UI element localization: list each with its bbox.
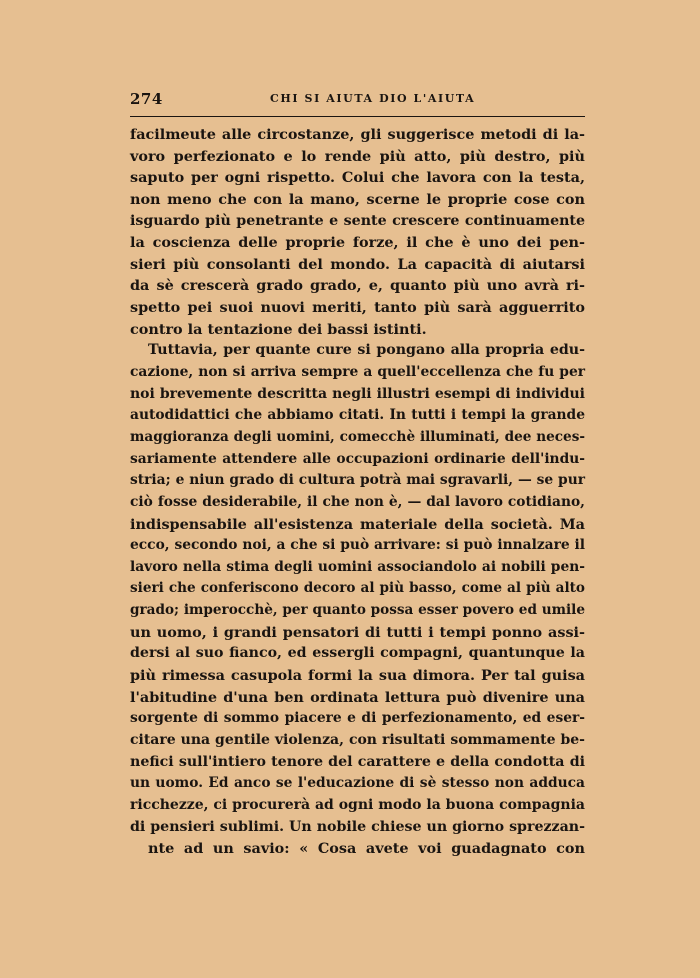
text-line: grado; imperocchè, per quanto possa esser povero ed umile [130,602,585,619]
text-line: saputo per ogni rispetto. Colui che lavora con la testa, [130,169,585,187]
text-line: non meno che con la mano, scerne le proprie cose con [130,190,585,208]
text-line: di pensieri sublimi. Un nobile chiese un giorno sprezzan- [130,818,585,835]
text-line: stria; e niun grado di cultura potrà mai sgravarli, — se pur [130,472,585,489]
text-line: sieri più consolanti del mondo. La capacità di aiutarsi [130,255,585,273]
text-line: autodidattici che abbiamo citati. In tutti i tempi la grande [130,407,585,424]
page-header [130,90,585,112]
text-line: indispensabile all'esistenza materiale della società. Ma [130,515,585,533]
text-line: l'abitudine d'una ben ordinata lettura può divenire una [130,688,585,706]
text-line: dersi al suo fianco, ed essergli compagni, quantunque la [130,645,585,662]
text-line: voro perfezionato e lo rende più atto, più destro, più [130,147,585,165]
text-line: citare una gentile violenza, con risultati sommamente be- [130,731,585,748]
text-line: contro la tentazione dei bassi istinti. [130,320,427,338]
text-line: ecco, secondo noi, a che si può arrivare: si può innalzare il [130,537,585,554]
text-line: nte ad un savio: « Cosa avete voi guadagnato con [148,840,585,858]
text-line: facilmeute alle circostanze, gli suggerisce metodi di la- [130,126,585,143]
header-rule [130,116,585,117]
text-line: lavoro nella stima degli uomini associandolo ai nobili pen- [130,558,585,575]
text-line: un uomo, i grandi pensatori di tutti i tempi ponno assi- [130,623,585,641]
paragraph-start-line: Tuttavia, per quante cure si pongano alla propria edu- [148,342,585,359]
text-line: ciò fosse desiderabile, il che non è, — dal lavoro cotidiano, [130,493,585,510]
text-line: da sè crescerà grado grado, e, quanto più uno avrà ri- [130,277,585,295]
text-line: ricchezze, ci procurerà ad ogni modo la buona compagnia [130,796,585,813]
text-line: noi brevemente descritta negli illustri esempi di individui [130,385,585,402]
text-line: isguardo più penetrante e sente crescere continuamente [130,212,585,229]
text-line: cazione, non si arriva sempre a quell'eccellenza che fu per [130,364,585,381]
page-number: 274 [130,90,163,108]
text-line: più rimessa casupola formi la sua dimora. Per tal guisa [130,667,585,685]
text-line: la coscienza delle proprie forze, il che è uno dei pen- [130,234,585,252]
text-line: maggioranza degli uomini, comecchè illuminati, dee neces- [130,428,585,445]
body-text [130,124,585,860]
running-title: CHI SI AIUTA DIO L'AIUTA [270,92,476,105]
text-line: sorgente di sommo piacere e di perfezionamento, ed eser- [130,710,585,727]
text-line: spetto pei suoi nuovi meriti, tanto più sarà agguerrito [130,299,585,317]
text-line: nefici sull'intiero tenore del carattere e della condotta di [130,753,585,770]
text-line: un uomo. Ed anco se l'educazione di sè stesso non adduca [130,775,585,792]
text-line: sieri che conferiscono decoro al più basso, come al più alto [130,580,585,597]
text-line: sariamente attendere alle occupazioni ordinarie dell'indu- [130,450,585,467]
